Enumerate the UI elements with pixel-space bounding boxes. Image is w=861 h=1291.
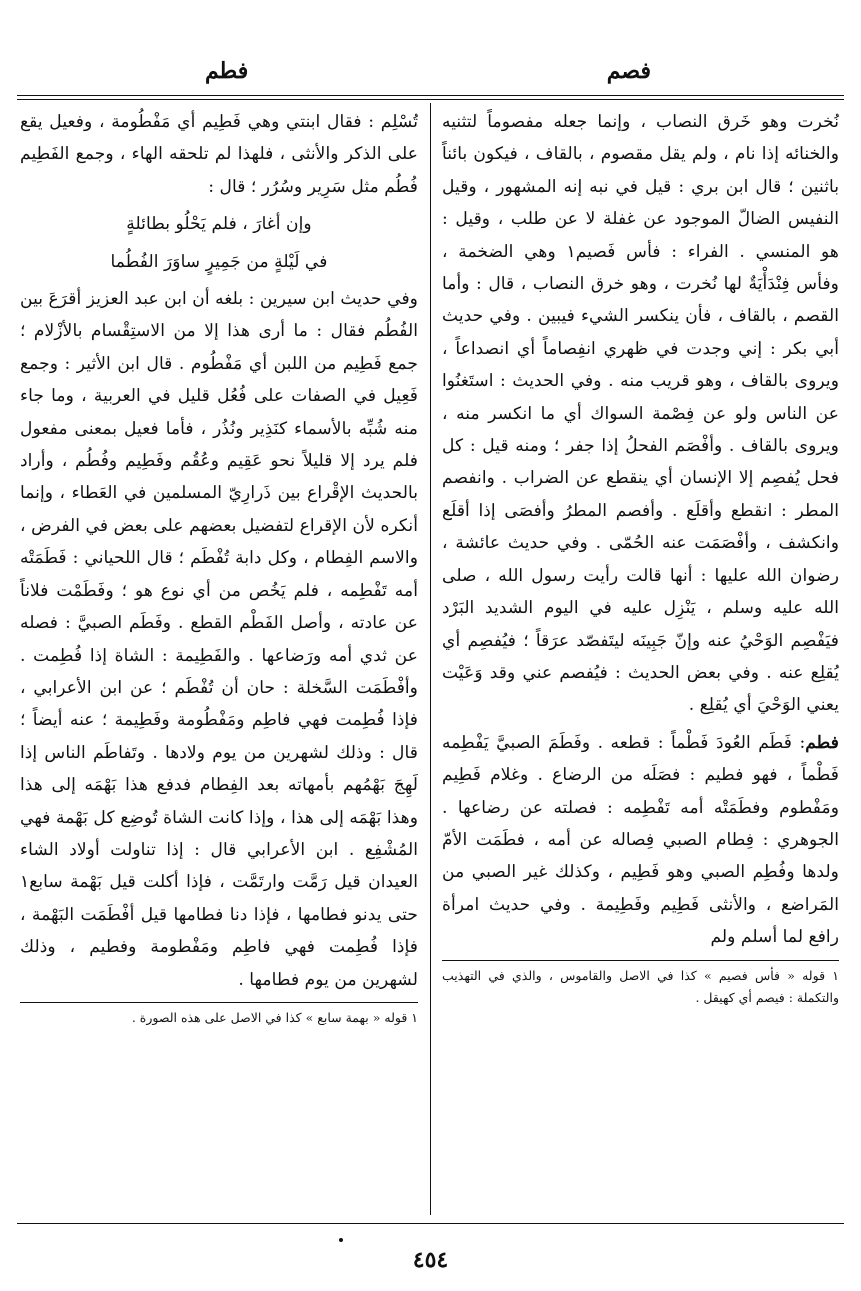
footer-dot	[339, 1238, 343, 1242]
header-rule-inner	[17, 99, 844, 100]
header-rule	[17, 95, 844, 96]
verse-line-1: وإن أغارَ ، فلم يَحْلُو بطائلةٍ	[126, 214, 312, 235]
left-main-text: وفي حديث ابن سيرين : بلغه أن ابن عبد العزيز أقرَعَ بين الفُطُم فقال : ما أرى هذا إلا من الاستِقْسام بالأزْلام ؛ جمع فَطِيم من اللبن أي مَفْطُوم . قال ابن الأثير : وجمع فَعِيل في الصفات على فُعُل قليل في العربية ، وما جاء منه شُبِّه بالأسماء كنَذِير ونُذُر ، فأما فعيل بمعنى مفعول فلم يرد إلا قليلاً نحو عَقِيم وعُقُم وفَطِيم وفُطُم ، وأراد بالحديث الإقْراع بين ذَرارِيّ المسلمين في العَطاء ، وإنما أنكره لأن الإقراع لتفضيل بعضهم على بعض في الفرض ، والاسم الفِطام ، وكل دابة تُفْطَم ؛ قال اللحياني : فَطَمَتْه أمه تَفْطِمه ، فلم يَخُص من أي نوع هو ؛ وفَطَمْت فلاناً عن عادته ، وأصل الفَطْم القطع . وفَطَم الصبيَّ : فصله عن ثدي أمه ورَضاعها . والفَطِيمة : الشاة إذا فُطِمت . وأفْطَمَت السَّخلة : حان أن تُفْطَم ؛ عن ابن الأعرابي ، فإذا فُطِمت فهي فاطِم ومَفْطُومة وفَطِيمة ؛ عنه أيضاً ؛ قال : وذلك لشهرين من يوم ولادها . وتَفاطَم الناس إذا لَهِجَ بَهْمُهم بأمهاته بعد الفِطام فدفع هذا بَهْمَه إلى هذا وهذا بَهْمَه إلى هذا ، وإذا كانت الشاة تُوضِع كل بَهْمة فهي المُشْفِع . ابن الأعرابي قال : إذا تناولت أولاد الشاء العيدان قيل رَمَّت وارتَمَّت ، فإذا أكلت قيل بَهْمة سابع١ حتى يدنو فطامها ، فإذا دنا فطامها قيل أفْطَمَت البَهْمة ، فإذا فُطِمت فهي فاطِم ومَفْطومة وفطيم ، وذلك لشهرين من يوم فطامها .	[20, 289, 418, 990]
left-column	[20, 106, 418, 1034]
left-footnote: ١ قوله « بهمة سابع » كذا في الاصل على هذه الصورة .	[131, 1009, 418, 1025]
entry-fatam	[442, 727, 839, 954]
entry-text: : فَطَم العُودَ فَطْماً : قطعه . وفَطَمَ الصبيَّ يَفْطِمه فَطْماً ، فهو فطيم : فصَلَه من الرضاع . وغلام فَطِيم ومَفْطوم وفطَمَتْه أمه تَفْطِمه : فصلته عن رضاعها . الجوهري : فِطام الصبي فِصاله عن أمه ، فطَمَت الأمّ ولدها وفُطِم الصبي وهو فَطِيم ، وكذلك غير الصبي من المَراضع ، والأنثى فَطِيم وفَطِيمة . وفي حديث امرأة رافع لما أسلم ولم	[442, 732, 839, 948]
verse-line-2: في لَيْلةٍ من جَمِيرٍ ساوَرَ الفُطُما	[110, 251, 328, 272]
left-running-head: فطم	[205, 58, 249, 84]
footnote-rule	[20, 1002, 418, 1003]
right-footnote: ١ قوله « فأس فصيم » كذا في الاصل والقاموس ، والذي في التهذيب والتكملة : فيصم أي كهيقل .	[442, 967, 839, 1005]
footer-rule	[17, 1223, 844, 1224]
page-number: ٤٥٤	[412, 1247, 449, 1273]
right-running-head: فصم	[606, 58, 651, 84]
right-column-paragraph: نُخرت وهو خَرق النصاب ، وإنما جعله مفصوماً لتثنيه والخنائه إذا نام ، ولم يقل مقصوم ، بالقاف ، فيكون بائناً باثنين ؛ قال ابن بري : قيل في نبه إنه المشهور ، وقيل النفيس الضالّ الموجود عن غفلة لا عن طلب ، وقيل : هو المنسي . الفراء : فأس فَصيم١ وهي الضخمة ، وفأس فِنْدَأْيَةٌ لها نُخرت ، وهو خرق النصاب ، قال : وأما القصم ، بالقاف ، فأن ينكسر الشيء فيبين . وفي حديث أبي بكر : إني وجدت في ظهري انفِصاماً أي انصداعاً ، ويروى بالقاف ، وهو قريب منه . وفي الحديث : استَغنُوا عن الناس ولو عن فِصْمة السواك أي ما انكسر منه ، ويروى بالقاف . وأفْصَم الفحلُ إذا جفر ؛ ومنه قيل : كل فحل يُفصِم إلا الإنسان أي ينقطع عن الضراب . وانفصم المطر : انقطع وأقلَع . وأفصم المطرُ وأفصَى إذا أقلَع وانكشف ، وأفْصَمَت عنه الحُمّى . وفي حديث عائشة ، رضوان الله عليها : أنها قالت رأيت رسول الله ، صلى الله عليه وسلم ، يَنْزِل عليه في اليوم الشديد البَرْد فيَفْصِم الوَحْيُ عنه وإنّ جَبِينَه ليتَفصّد عرَقاً ؛ فيُفصِم أي يُقلِع عنه . وفي بعض الحديث : فيُفصم عني وقد وَعَيْت يعني الوَحْيَ أي يُقلِع .	[442, 112, 839, 716]
entry-headword: فطم	[805, 732, 839, 753]
right-column	[442, 106, 839, 1014]
footnote-rule	[442, 960, 839, 961]
column-divider	[430, 103, 431, 1215]
left-intro: تُسْلِم : فقال ابنتي وهي فَطِيم أي مَفْطُومة ، وفعيل يقع على الذكر والأنثى ، فلهذا لم تلحقه الهاء ، وجمع الفَطِيم فُطُم مثل سَرِير وسُرُر ؛ قال :	[20, 112, 418, 197]
